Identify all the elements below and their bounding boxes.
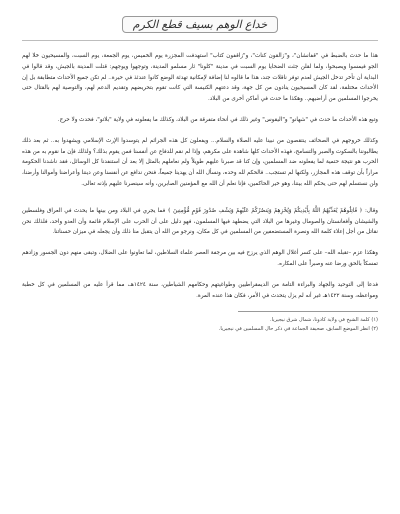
paragraph: فدعا إلى التوحيد والجهاد والبراءة التامة من الديمقراطيين وطواغيتهم وحكامهم الشياطين، سنة ١٤٢٤هـ، مما قرأ عليه من المسلمين في كل خطبة ومواعظه، وسنة ١٤٢٢هـ غير أنه لم يزل يتحدث في الأمر، فكان هذا عنده المرة. [22, 281, 378, 299]
header-title: خداع الوهم بسيف قطع الكرم [122, 16, 278, 33]
paragraph: وهكذا عزم –تقبله الله– على كسر أغلال الوهم الذي يرزح فيه بين مرجفة العصر علماء السلاطين، لما تعاونوا على الضلال، وتبقى منهم دون الجسور وزادهم تمسكاً بالحق ورضا عنه وصبراً على المكاره. [22, 250, 378, 267]
page-header [22, 8, 378, 41]
paragraph: وقال: ﴿ قَاتِلُوهُمْ يُعَذِّبْهُمُ اللَّهُ بِأَيْدِيكُمْ وَيُخْزِهِمْ وَيَنصُرْكُمْ عَلَيْهِمْ وَيَشْفِ صُدُورَ قَوْمٍ مُّؤْمِنِينَ ﴾ فما يجري في البلاد ومن بينها ما يحدث في العراق وفلسطين والشيشان وأفغانستان والصومال وغيرها من البلاد التي يضطهد فيها المسلمون، فهو دليل على أن الحرب على الإسلام قائمة وأن العدو واحد، فلذلك نحن نقاتل من أجل إعلاء كلمة الله ونصرة المستضعفين من المسلمين في كل مكان، ونرجو من الله أن يتقبل منا ذلك وأن يجعله في ميزان حسناتنا. [22, 207, 378, 236]
footnote: (١) كلمة الشيخ في ولاية كادونا، شمال شرق نيجيريا. [270, 317, 378, 324]
paragraph: وكذلك خروجهم في الصحائف ينتقصون من نبينا عليه الصلاة والسلام... ويفعلون كل هذه الجرائم لم يتوسدوا الإرث الإسلامي ويشهدوا به.. ثم بعد ذلك يطالبوننا بالسكوت والصبر والتسامح، فهذه الأحداث كلها شاهدة على مكرهم، وإذا لم نقم للدفاع عن أنفسنا فمن يقوم بذلك؟ ولذلك فإن ما نقوم به من هذه الحرب هو نتيجة حتمية لما يفعلونه ضد المسلمين، وإن كنا قد صبرنا عليهم طويلاً ولم نعاملهم بالمثل إلا بعد أن استنفدنا كل الوسائل، فقد ناشدنا الحكومة مراراً بأن توقف هذه المجازر، ولكنها لم تستجب.. فالحكم لله وحده، ونسأل الله أن يهدينا جميعاً، فنحن ندافع عن أنفسنا وعن ديننا وأعراضنا وأموالنا وأرضنا، ولن نستسلم لهم حتى يحكم الله بيننا، وهو خير الحاكمين، فإنا نعلم أن الله مع المؤمنين الصابرين، وأنه سينصرنا عليهم بإذنه تعالى. [22, 137, 378, 187]
footnote: (٢) انظر الموضع السابق، صحيفة الجماعة في ذكر حال المسلمين في نيجيريا. [218, 325, 378, 332]
footnote-divider [238, 311, 378, 312]
paragraph: هذا ما حدث بالضبط في "قفانشان"، و"زالقون كنات"، و"زاقفون كتاب" استهدفت المجزرة يوم الخميس، يوم الجمعة، يوم السبت، والمسيحيون خلا لهم الجو فيمسوا ويصبحوا، ولما لقلن جثث الضحايا يوم السبت في مدينة "كلونا" ثار مسلمو المدينة، وتوجهوا ويوجهم: قتلت المدينة بالجيش، وقد قالوا في البداية أن تأخر تدخل الجيش لعدم توفر ناقلات جند، هذا ما قالوه لنا إضافة لإمكانية تهدئة الوضع كانوا عندئذ في حيرة.. لم تكن جميع الأحداث متطابقة بل إن الأحداث مختلفة، لقد كان المسيحيون ينادون من كل جهة، وقد دعتهم الكنيسة التي كانت تقوم بتحريضهم وتقديم الدعم لهم، والتوصية لهم بالقتال حتى يخرجوا المسلمين من أراضيهم.. وهكذا ما حدث في أماكن أخرى من البلاد. [22, 53, 378, 103]
footnotes [22, 316, 378, 333]
body-text [22, 51, 378, 301]
paragraph: وتبع هذه الأحداث ما حدث في "شهانو" و"اليقوس" وغير ذلك في أنحاء متفرقة من البلاد، وكذلك ما يفعلونه في ولاية "بلاتو"، فحدث ولا حرج. [57, 116, 378, 123]
